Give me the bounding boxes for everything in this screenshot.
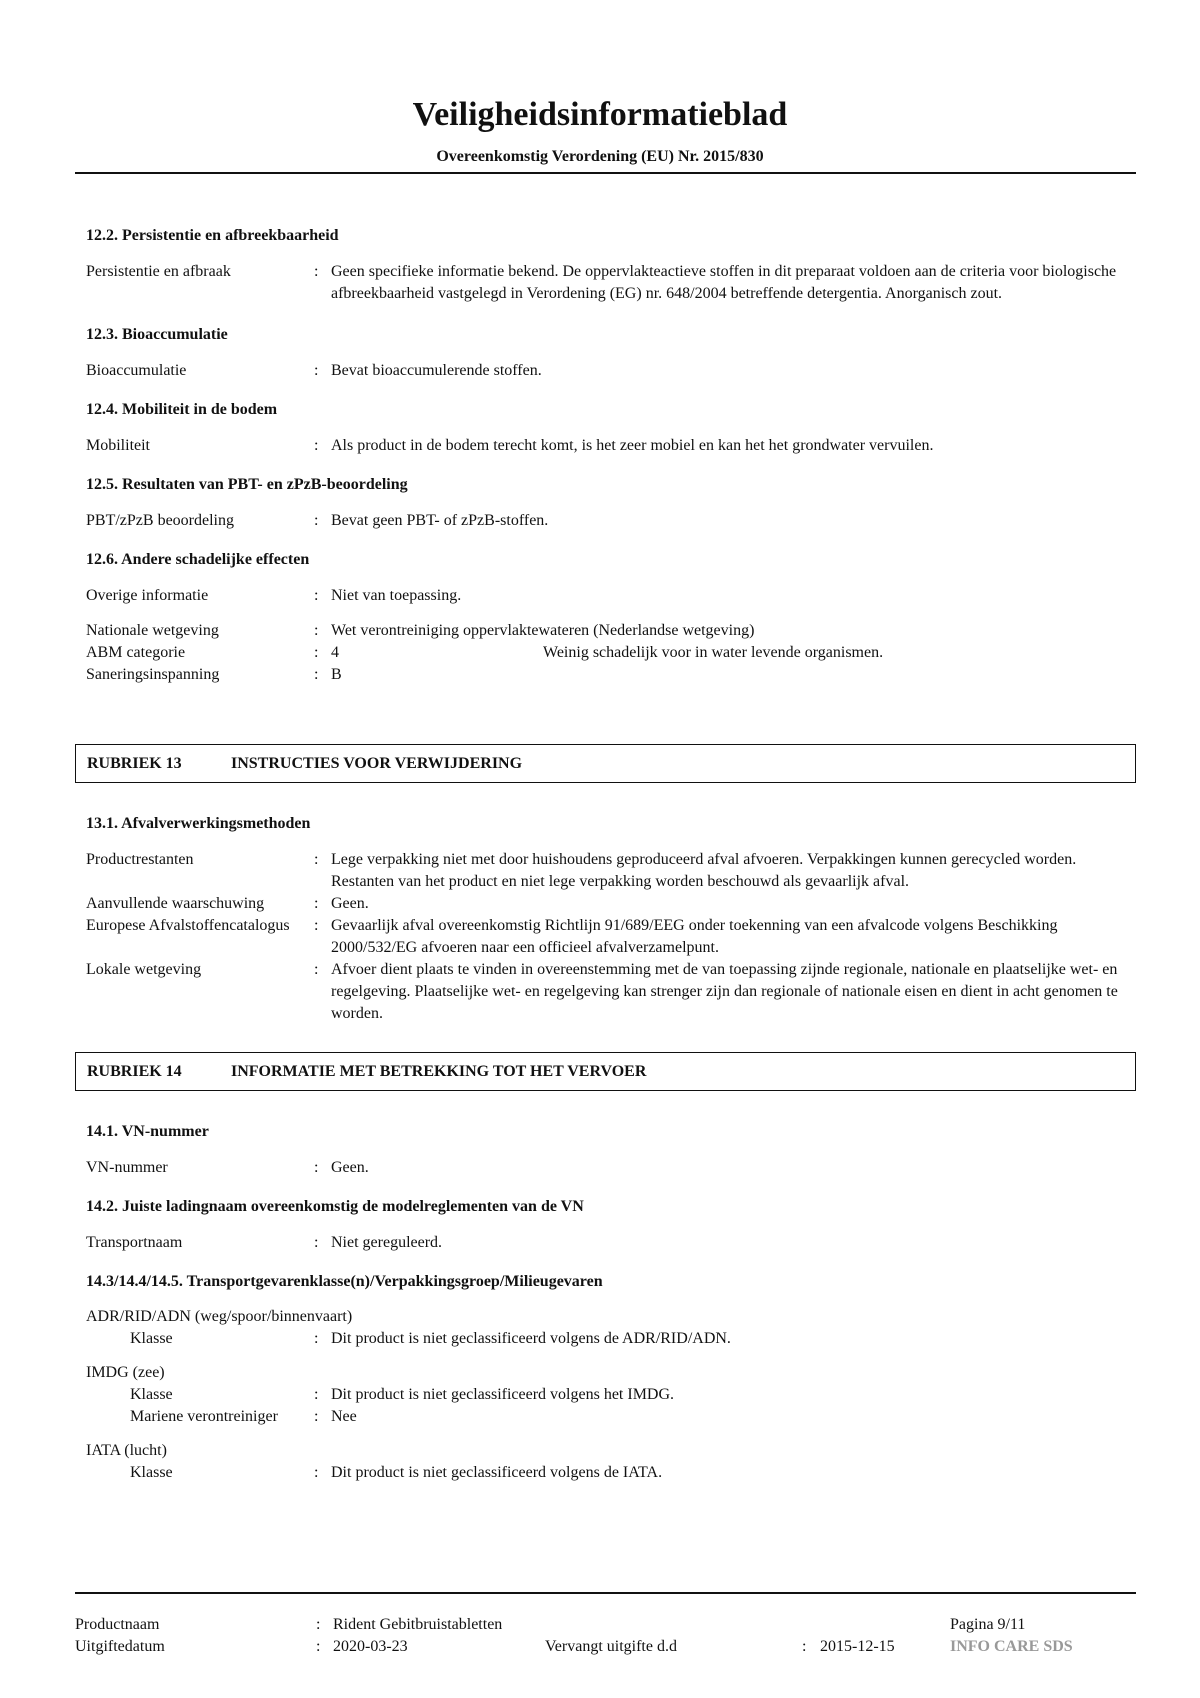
footer-product-label: Productnaam: [75, 1616, 160, 1633]
row-iata-klasse: Klasse : Dit product is niet geclassificeerd volgens de IATA.: [86, 1462, 1136, 1484]
label-sanering: Saneringsinspanning: [86, 666, 220, 683]
row-mobiliteit: Mobiliteit : Als product in de bodem terecht komt, is het zeer mobiel en kan het het grondwater vervuilen.: [86, 435, 1136, 457]
value-imdg-klasse: Dit product is niet geclassificeerd volgens het IMDG.: [331, 1386, 675, 1403]
row-sanering: Saneringsinspanning : B: [86, 664, 1136, 686]
footer-date-value: 2020-03-23: [333, 1638, 408, 1655]
row-adr-klasse: Klasse : Dit product is niet geclassificeerd volgens de ADR/RID/ADN.: [86, 1328, 1136, 1350]
footer-page: Pagina 9/11: [950, 1616, 1026, 1633]
value-europese: Gevaarlijk afval overeenkomstig Richtlijn 91/689/EEG onder toekenning van een afvalcode volgens Beschikking 2000/532/EG afvoeren naar een officieel afvalverzamelpunt.: [331, 917, 1058, 956]
footer-date-label: Uitgiftedatum: [75, 1638, 165, 1655]
row-imdg-marine: Mariene verontreiniger : Nee: [86, 1406, 1136, 1428]
footer-replaces-label: Vervangt uitgifte d.d: [545, 1638, 677, 1655]
label-lokale: Lokale wetgeving: [86, 961, 202, 978]
heading-14-1: 14.1. VN-nummer: [86, 1123, 209, 1140]
value-productrestanten: Lege verpakking niet met door huishoudens geproduceerd afval afvoeren. Verpakkingen kunnen gerecycled worden. Restanten van het product en niet lege verpakking worden beschouwd als gevaarlijk afval.: [331, 851, 1077, 890]
value-mobiliteit: Als product in de bodem terecht komt, is het zeer mobiel en kan het het grondwater vervuilen.: [331, 437, 934, 454]
rubriek-14-title: INFORMATIE MET BETREKKING TOT HET VERVOER: [231, 1063, 647, 1080]
iata-title: IATA (lucht): [86, 1442, 167, 1459]
heading-12-4: 12.4. Mobiliteit in de bodem: [86, 401, 278, 418]
row-europese: Europese Afvalstoffencatalogus : Gevaarlijk afval overeenkomstig Richtlijn 91/689/EEG onder toekenning van een afvalcode volgens Beschikking 2000/532/EG afvoeren naar een officieel afvalverzamelpunt.: [86, 915, 1136, 959]
label-overige: Overige informatie: [86, 587, 209, 604]
label-mobiliteit: Mobiliteit: [86, 437, 150, 454]
rubriek-14-header: [75, 1052, 1136, 1091]
label-persistentie: Persistentie en afbraak: [86, 263, 231, 280]
label-transport: Transportnaam: [86, 1234, 183, 1251]
header-divider: [75, 172, 1136, 174]
heading-12-3: 12.3. Bioaccumulatie: [86, 326, 228, 343]
label-imdg-klasse: Klasse: [130, 1386, 173, 1403]
label-bioaccumulatie: Bioaccumulatie: [86, 362, 187, 379]
footer-product-value: Rident Gebitbruistabletten: [333, 1616, 503, 1633]
footer-brand: INFO CARE SDS: [950, 1638, 1073, 1655]
row-overige: Overige informatie : Niet van toepassing.: [86, 585, 1136, 607]
adr-title: ADR/RID/ADN (weg/spoor/binnenvaart): [86, 1308, 353, 1325]
value-iata-klasse: Dit product is niet geclassificeerd volgens de IATA.: [331, 1464, 663, 1481]
heading-13-1: 13.1. Afvalverwerkingsmethoden: [86, 815, 311, 832]
heading-14-3: 14.3/14.4/14.5. Transportgevarenklasse(n)/Verpakkingsgroep/Milieugevaren: [86, 1273, 603, 1290]
section-14-content: [86, 1121, 1136, 1484]
row-nationale: Nationale wetgeving : Wet verontreiniging oppervlaktewateren (Nederlandse wetgeving): [86, 620, 1136, 642]
label-adr-klasse: Klasse: [130, 1330, 173, 1347]
rubriek-13-number: RUBRIEK 13: [87, 755, 182, 772]
row-waarschuwing: Aanvullende waarschuwing : Geen.: [86, 893, 1136, 915]
label-waarschuwing: Aanvullende waarschuwing: [86, 895, 265, 912]
value-persistentie: Geen specifieke informatie bekend. De oppervlakteactieve stoffen in dit preparaat voldoen aan de criteria voor biologische afbreekbaarheid vastgelegd in Verordening (EG) nr. 648/2004 betreffende detergentia. Anorganisch zout.: [331, 263, 1117, 302]
value-imdg-marine: Nee: [331, 1408, 357, 1425]
row-imdg-klasse: Klasse : Dit product is niet geclassificeerd volgens het IMDG.: [86, 1384, 1136, 1406]
section-12-content: [86, 225, 1136, 686]
value-sanering: B: [331, 666, 342, 683]
label-europese: Europese Afvalstoffencatalogus: [86, 917, 290, 934]
value-abm-desc: Weinig schadelijk voor in water levende organismen.: [543, 644, 884, 661]
rubriek-13-title: INSTRUCTIES VOOR VERWIJDERING: [231, 755, 523, 772]
value-bioaccumulatie: Bevat bioaccumulerende stoffen.: [331, 362, 542, 379]
label-vn: VN-nummer: [86, 1159, 168, 1176]
heading-12-6: 12.6. Andere schadelijke effecten: [86, 551, 310, 568]
heading-12-2: 12.2. Persistentie en afbreekbaarheid: [86, 227, 339, 244]
label-productrestanten: Productrestanten: [86, 851, 194, 868]
rubriek-14-number: RUBRIEK 14: [87, 1063, 182, 1080]
value-adr-klasse: Dit product is niet geclassificeerd volgens de ADR/RID/ADN.: [331, 1330, 731, 1347]
value-waarschuwing: Geen.: [331, 895, 369, 912]
row-bioaccumulatie: Bioaccumulatie : Bevat bioaccumulerende stoffen.: [86, 360, 1136, 382]
label-nationale: Nationale wetgeving: [86, 622, 219, 639]
label-imdg-marine: Mariene verontreiniger: [130, 1408, 278, 1425]
value-overige: Niet van toepassing.: [331, 587, 462, 604]
value-vn: Geen.: [331, 1159, 369, 1176]
heading-14-2: 14.2. Juiste ladingnaam overeenkomstig de modelreglementen van de VN: [86, 1198, 584, 1215]
document-title: Veiligheidsinformatieblad: [412, 96, 788, 133]
row-productrestanten: Productrestanten : Lege verpakking niet met door huishoudens geproduceerd afval afvoeren. Verpakkingen kunnen gerecycled worden. Restanten van het product en niet lege verpakking worden beschouwd als gevaarlijk afval.: [86, 849, 1136, 893]
footer-divider: [75, 1592, 1136, 1594]
value-abm: 4: [331, 644, 339, 661]
label-abm: ABM categorie: [86, 644, 186, 661]
row-persistentie: Persistentie en afbraak : Geen specifieke informatie bekend. De oppervlakteactieve stoffen in dit preparaat voldoen aan de criteria voor biologische afbreekbaarheid vastgelegd in Verordening (EG) nr. 648/2004 betreffende detergentia. Anorganisch zout.: [86, 261, 1136, 305]
value-lokale: Afvoer dient plaats te vinden in overeenstemming met de van toepassing zijnde regionale, nationale en plaatselijke wet- en regelgeving. Plaatselijke wet- en regelgeving kan strenger zijn dan regionale of nationale eisen en dient in acht genomen te worden.: [331, 961, 1118, 1022]
rubriek-13-header: [75, 744, 1136, 783]
label-pbt: PBT/zPzB beoordeling: [86, 512, 234, 529]
value-transport: Niet gereguleerd.: [331, 1234, 443, 1251]
section-13-content: [86, 813, 1136, 1025]
value-nationale: Wet verontreiniging oppervlaktewateren (Nederlandse wetgeving): [331, 622, 755, 639]
heading-12-5: 12.5. Resultaten van PBT- en zPzB-beoordeling: [86, 476, 408, 493]
document-subtitle: Overeenkomstig Verordening (EU) Nr. 2015/830: [436, 148, 764, 165]
row-transport: Transportnaam : Niet gereguleerd.: [86, 1232, 1136, 1254]
row-pbt: PBT/zPzB beoordeling : Bevat geen PBT- of zPzB-stoffen.: [86, 510, 1136, 532]
imdg-title: IMDG (zee): [86, 1364, 165, 1381]
value-pbt: Bevat geen PBT- of zPzB-stoffen.: [331, 512, 549, 529]
row-lokale: Lokale wetgeving : Afvoer dient plaats te vinden in overeenstemming met de van toepassing zijnde regionale, nationale en plaatselijke wet- en regelgeving. Plaatselijke wet- en regelgeving kan strenger zijn dan regionale of nationale eisen en dient in acht genomen te worden.: [86, 959, 1136, 1025]
row-vn: VN-nummer : Geen.: [86, 1157, 1136, 1179]
footer-replaces-value: 2015-12-15: [820, 1638, 895, 1655]
label-iata-klasse: Klasse: [130, 1464, 173, 1481]
row-abm: ABM categorie : 4 Weinig schadelijk voor in water levende organismen.: [86, 642, 1136, 664]
